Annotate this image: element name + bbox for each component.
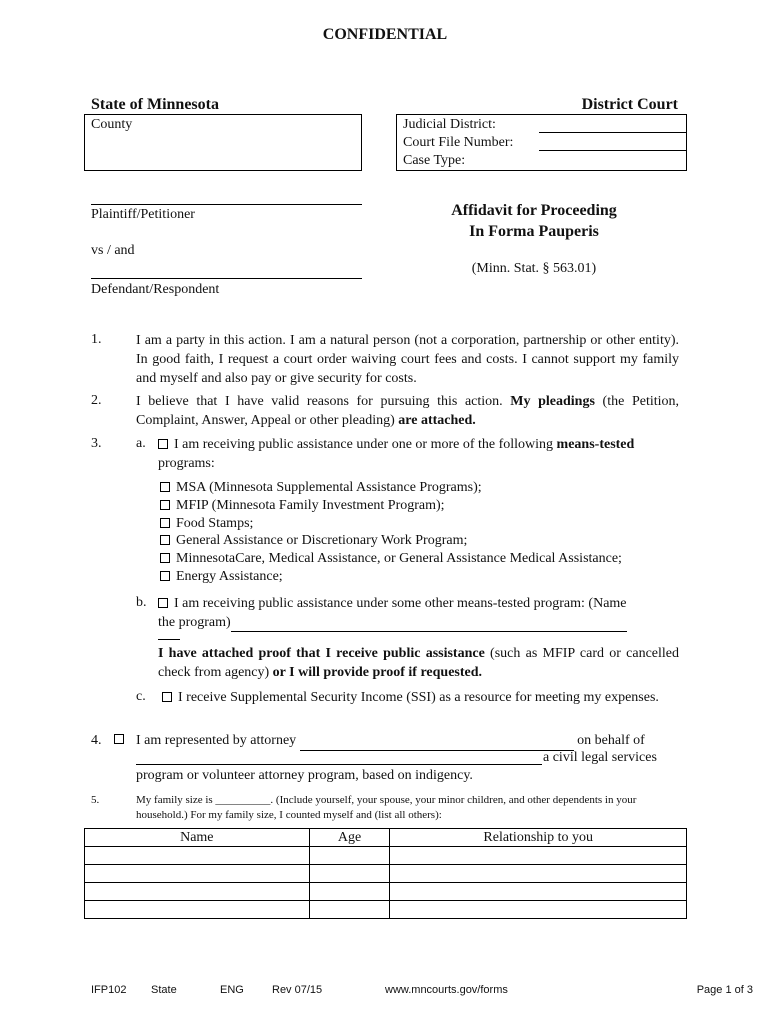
footer-language: ENG xyxy=(220,984,244,996)
item-5-number: 5. xyxy=(91,794,100,806)
footer-page-number: Page 1 of 3 xyxy=(696,984,753,996)
plaintiff-label: Plaintiff/Petitioner xyxy=(91,207,195,222)
item-2-text-a: I believe that I have valid reasons for pursuing this action. xyxy=(136,394,511,409)
judicial-district-field[interactable] xyxy=(539,132,686,133)
col-header-age: Age xyxy=(309,829,390,847)
age-cell[interactable] xyxy=(309,847,390,865)
program-label: Food Stamps; xyxy=(176,515,254,531)
item-3a-text-b: programs: xyxy=(158,456,215,471)
proof-bold-2: or I will provide proof if requested. xyxy=(272,665,483,680)
footer-revision: Rev 07/15 xyxy=(272,984,323,996)
county-label: County xyxy=(91,117,133,132)
item-4-text xyxy=(136,732,645,751)
county-box[interactable] xyxy=(84,114,362,171)
program-label: MSA (Minnesota Supplemental Assistance Programs); xyxy=(176,480,482,495)
item-4-text-d: program or volunteer attorney program, based on indigency. xyxy=(136,768,473,783)
item-4-text-b: on behalf of xyxy=(573,733,645,748)
item-4-checkbox-wrap xyxy=(114,732,130,748)
program-checkbox[interactable] xyxy=(160,518,170,528)
case-type-label: Case Type: xyxy=(403,153,466,168)
program-item xyxy=(160,568,622,586)
item-4-text-c: a civil legal services xyxy=(543,750,657,765)
table-row xyxy=(85,865,687,883)
relationship-cell[interactable] xyxy=(390,847,687,865)
proof-text: (such as MFIP card or cancelled check from agency) xyxy=(158,646,679,680)
court-file-number-field[interactable] xyxy=(539,150,686,151)
program-checkbox[interactable] xyxy=(160,500,170,510)
court-label: District Court xyxy=(581,96,678,113)
form-title-line2: In Forma Pauperis xyxy=(469,223,599,240)
program-item xyxy=(160,550,622,568)
program-label: Energy Assistance; xyxy=(176,568,283,584)
program-name-field[interactable] xyxy=(231,617,627,632)
item-3b-text-a: I am receiving public assistance under some other means-tested program: (Name xyxy=(174,596,627,611)
item-3c-checkbox[interactable] xyxy=(162,692,172,702)
item-2-text xyxy=(136,392,679,430)
footer-form-code: IFP102 xyxy=(91,984,127,996)
item-3a-checkbox[interactable] xyxy=(158,439,168,449)
table-header-row xyxy=(85,829,687,847)
col-header-relationship: Relationship to you xyxy=(390,829,687,847)
program-item xyxy=(160,479,622,497)
item-3b-text-b: the program) xyxy=(158,615,231,630)
program-label: General Assistance or Discretionary Work Program; xyxy=(176,533,468,549)
item-2-bold-2: are attached. xyxy=(398,413,476,428)
program-item xyxy=(160,532,622,550)
item-3c-label: I receive Supplemental Security Income (SSI) as a resource for meeting my expenses. xyxy=(178,690,659,705)
item-4-checkbox[interactable] xyxy=(114,734,124,744)
defendant-line[interactable] xyxy=(91,278,362,279)
item-3a-letter: a. xyxy=(136,436,146,451)
program-item xyxy=(160,497,622,515)
item-5-text: My family size is __________. (Include yourself, your spouse, your minor children, and other dependents in your household.) For my family size, I counted myself and (list all others): xyxy=(136,794,637,821)
program-label: MinnesotaCare, Medical Assistance, or General Assistance Medical Assistance; xyxy=(176,551,622,567)
item-3b-letter: b. xyxy=(136,595,147,610)
item-4-number: 4. xyxy=(91,733,102,748)
age-cell[interactable] xyxy=(309,901,390,919)
program-label: MFIP (Minnesota Family Investment Program); xyxy=(176,497,445,513)
table-row xyxy=(85,883,687,901)
age-cell[interactable] xyxy=(309,883,390,901)
name-cell[interactable] xyxy=(85,865,310,883)
name-cell[interactable] xyxy=(85,883,310,901)
program-item xyxy=(160,515,622,533)
item-2-text-b: (the Petition, Complaint, Answer, Appeal or other pleading) xyxy=(136,394,679,428)
program-checkbox[interactable] xyxy=(160,553,170,563)
item-3a-text-a: I am receiving public assistance under one or more of the following xyxy=(174,437,557,452)
item-3b-text xyxy=(158,594,679,632)
program-checkbox[interactable] xyxy=(160,571,170,581)
item-3-number: 3. xyxy=(91,436,102,451)
state-label: State of Minnesota xyxy=(91,96,219,113)
item-3c-text xyxy=(158,688,679,707)
vs-label: vs / and xyxy=(91,243,135,258)
judicial-district-label: Judicial District: xyxy=(403,117,496,132)
defendant-label: Defendant/Respondent xyxy=(91,282,220,297)
name-cell[interactable] xyxy=(85,847,310,865)
age-cell[interactable] xyxy=(309,865,390,883)
table-row xyxy=(85,847,687,865)
confidential-title: CONFIDENTIAL xyxy=(322,26,448,43)
plaintiff-line[interactable] xyxy=(91,204,362,205)
program-checkbox[interactable] xyxy=(160,482,170,492)
relationship-cell[interactable] xyxy=(390,865,687,883)
col-header-name: Name xyxy=(85,829,310,847)
item-3a-bold: means-tested xyxy=(556,437,635,452)
footer-scope: State xyxy=(151,984,177,996)
attorney-name-field[interactable] xyxy=(300,736,574,751)
item-3b-checkbox[interactable] xyxy=(158,598,168,608)
name-cell[interactable] xyxy=(85,901,310,919)
item-1-number: 1. xyxy=(91,332,102,347)
item-4-text-a: I am represented by attorney xyxy=(136,733,300,748)
relationship-cell[interactable] xyxy=(390,901,687,919)
item-1-text: I am a party in this action. I am a natural person (not a corporation, partnership or other entity). In good faith, I request a court order waiving court fees and costs. I cannot support my family and myself and also pay or give security for costs. xyxy=(136,333,679,386)
statute-reference: (Minn. Stat. § 563.01) xyxy=(471,261,597,276)
program-checkbox[interactable] xyxy=(160,535,170,545)
proof-statement xyxy=(158,644,679,682)
table-row xyxy=(85,901,687,919)
family-table xyxy=(84,828,687,919)
court-file-number-label: Court File Number: xyxy=(403,135,514,150)
legal-services-field[interactable] xyxy=(136,764,542,765)
item-3a-text xyxy=(158,435,679,473)
item-2-number: 2. xyxy=(91,393,102,408)
relationship-cell[interactable] xyxy=(390,883,687,901)
footer-url[interactable]: www.mncourts.gov/forms xyxy=(385,984,508,996)
item-3c-letter: c. xyxy=(136,689,146,704)
case-info-box xyxy=(396,114,687,171)
item-2-bold-1: My pleadings xyxy=(510,394,595,409)
proof-bold-1: I have attached proof that I receive public assistance xyxy=(158,646,485,661)
programs-list xyxy=(160,479,622,586)
program-name-field-cont xyxy=(158,639,180,640)
form-title-line1: Affidavit for Proceeding xyxy=(451,202,617,219)
